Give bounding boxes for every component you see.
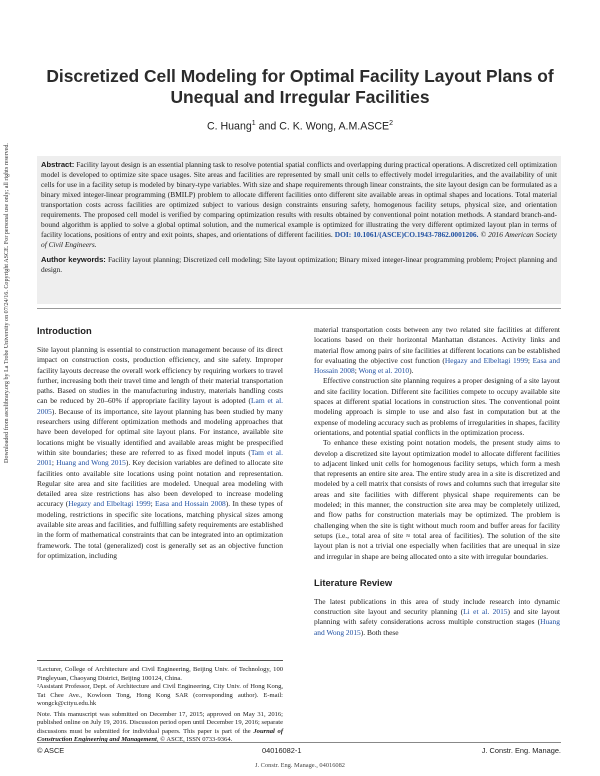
cite-hegazy-1999[interactable]: Hegazy and Elbeltagi 1999 <box>444 355 528 365</box>
page-bottom-citation: J. Constr. Eng. Manage., 04016082 <box>255 762 345 769</box>
abstract-box <box>37 156 561 304</box>
keywords-label: Author keywords: <box>41 255 106 265</box>
footer-article-number: 04016082-1 <box>262 746 302 755</box>
issn-text: , © ASCE, ISSN 0733-9364. <box>156 736 233 743</box>
intro-paragraph <box>37 345 283 561</box>
abstract-text: Facility layout design is an essential planning task to resolve potential spatial conflicts and overlapping during practical operations. A discretized cell optimization model is developed to optimize site space usages. Site areas and facilities are represented by small unit cells to effectively model irregularities, and the availability of unit cells for use in a facility setup is modeled by binary-type variables. With size and shape requirements through linear constraints, the site layout design can be formulated as a binary mixed integer-linear programming (BMILP) problem to allocate different facilities onto different site available areas in optimal shapes and locations. Total material transportation costs across facilities are optimized subject to various design constraints ensuring safety, homogenous facility setups, physical size, and orientation requirements. The proposed cell model is verified by comparing optimization results with results obtained by conventional point notation methods. A standard branch-and-bound algorithm is applied to solve a global optimal solution, and the numerical example is optimized for illustrating the very different optimized layout plan in terms of facility locations, positions of entry and exit points, shapes, and orientations of different facilities. <box>41 160 557 240</box>
footnotes <box>37 660 283 745</box>
submission-note <box>37 711 283 745</box>
cite-huang-wong-2015[interactable]: Huang and Wong 2015 <box>314 617 560 637</box>
literature-paragraph <box>314 597 560 638</box>
keywords-text: Facility layout planning; Discretized cell modeling; Site layout optimization; Binary mixed integer-linear programming problem; Project planning and design. <box>41 255 557 275</box>
footnote-1: ¹Lecturer, College of Architecture and Civil Engineering, Beijing Univ. of Technology, 100 Pingleyuan, Chaoyang District, Beijing 100124, China. <box>37 666 283 682</box>
cite-lam-2005[interactable]: Lam et al. 2005 <box>37 396 283 416</box>
cite-easa-2008[interactable]: Easa and Hossain 2008 <box>314 355 560 376</box>
footer-journal: J. Constr. Eng. Manage. <box>481 746 561 755</box>
abstract-label: Abstract: <box>41 160 75 169</box>
cite-huang-wong-2015[interactable]: Huang and Wong 2015 <box>56 458 126 468</box>
author-1-affil: 1 <box>251 120 256 127</box>
intro-text: Site layout planning is essential to construction management because of its direct impact on construction costs, production efficiency, and site safety. Improper facility layouts decrease the overall work efficiency by requiring workers to travel further, increasing both their travel time and length of their material transportation paths. Based on studies in the manufacturing industry, materials handling costs can be reduced by 20–60% if appropriate facility layout is adopted ( <box>37 345 283 406</box>
body-text: ). <box>409 366 414 376</box>
body-text: ) and site layout planning with safety considerations across multiple construction stages ( <box>314 607 560 627</box>
right-paragraph-2: Effective construction site planning requires a proper designing of a site layout and site facility location. Different site facilities compete to occupy available site spaces at different spatial locations in construction sites. The conventional point modeling approach is simple to use and also fast in computation but at the expense of modeling accuracy such as problems of irregularities in shapes, facility orientations, and potential spatial conflicts in the optimization process. <box>314 376 560 437</box>
footnote-2: ²Assistant Professor, Dept. of Architecture and Civil Engineering, City Univ. of Hong Kong, Tat Chee Ave., Kowloon Tong, Hong Kong SAR (corresponding author). E-mail: wongck@cityu.edu.hk <box>37 683 283 707</box>
author-line <box>40 120 560 133</box>
abstract-rule <box>37 308 561 309</box>
intro-text: ). In these types of modeling, restrictions in specific site locations, matching physical sizes among available site areas and facilities, and fulfilling safety requirements are established in the form of mathematical constraints that can be integrated into an optimization framework. The total (generalized) cost is generally set as an objective function for optimization, including <box>37 499 283 560</box>
body-text: material transportation costs between any two related site facilities at different locations based on their horizontal Manhattan distances. Activity links and material flow among pairs of site facilities at different locations can be established for evaluating the objective cost function ( <box>314 325 560 365</box>
left-column <box>37 325 283 561</box>
right-paragraph-1 <box>314 325 560 376</box>
cite-tam-2001[interactable]: Tam et al. 2001 <box>37 447 283 468</box>
intro-text: ). Key decision variables are defined to allocate site facilities onto available site locations using point notation and representation. Regular site area and site facilities are modeled. Unequal area modeling with detailed area size restrictions has also been developed to increase modeling accuracy ( <box>37 458 283 509</box>
doi-link[interactable]: DOI: 10.1061/(ASCE)CO.1943-7862.0001206. <box>332 230 479 240</box>
cite-easa-2008[interactable]: Easa and Hossain 2008 <box>155 499 226 509</box>
paper-title: Discretized Cell Modeling for Optimal Facility Layout Plans of Unequal and Irregular Facilities <box>46 66 554 107</box>
intro-text: ; <box>150 499 156 509</box>
author-1: C. Huang <box>206 120 252 133</box>
abstract-paragraph <box>41 160 557 250</box>
cite-li-2015[interactable]: Li et al. 2015 <box>463 607 508 617</box>
right-paragraph-3: To enhance these existing point notation models, the present study aims to develop a discretized site layout optimization model to allocate different facilities to adjacent linked unit cells for homogenous facility setups, which form a mesh that represents an entire site area. The entire study area in a site is discretized and modeled by a cell matrix that consists of rows and columns such that irregular site areas and site facilities with different physical shape requirements can be modeled; in this manner, the construction site area may be completely utilized, and flow paths for construction materials may be optimized. The problem is challenging when the site is tight without much room and buffer areas for facility setups (i.e., total area of site ≈ total area of facilities). The solution of the site layout plan is not a trivial one especially when facilities that are unequal in size and irregular in shape are being allocated onto a site with irregular boundaries. <box>314 438 560 561</box>
footer-rule <box>37 742 561 743</box>
journal-name: Journal of Construction Engineering and Management <box>37 727 283 743</box>
keywords <box>41 255 557 275</box>
body-text: ; <box>527 355 533 365</box>
intro-text: ; <box>51 458 57 468</box>
note-text: Note. This manuscript was submitted on December 17, 2015; approved on May 31, 2016; published online on July 19, 2016. Discussion period open until December 19, 2016; separate discussions must be submitted for individual papers. This paper is part of the <box>37 710 283 735</box>
author-2: and C. K. Wong, A.M.ASCE <box>255 120 390 133</box>
body-text: ; <box>354 366 359 376</box>
cite-wong-2010[interactable]: Wong et al. 2010 <box>358 366 410 376</box>
footer-copyright: © ASCE <box>37 746 65 755</box>
body-text: ). Both these <box>360 627 399 637</box>
body-text: The latest publications in this area of study include research into dynamic construction site layout and security planning ( <box>314 596 560 617</box>
literature-review-heading: Literature Review <box>314 576 393 588</box>
author-2-affil: 2 <box>389 120 394 127</box>
introduction-heading: Introduction <box>37 325 92 336</box>
cite-hegazy-1999[interactable]: Hegazy and Elbeltagi 1999 <box>68 499 151 509</box>
download-side-note: Downloaded from ascelibrary.org by La Trobe University on 07/24/16. Copyright ASCE. For personal use only; all rights reserved. <box>4 143 10 463</box>
intro-text: ). Because of its importance, site layout planning has been studied by many researchers using different optimization methods and modeling approaches that have been developed for optimal site layout plans. For instance, available site locations might be visually identified and available areas might be prespecified within site boundaries; these are referred to as fixed model inputs ( <box>37 406 283 457</box>
abstract-copyright: © 2016 American Society of Civil Engineers. <box>41 230 557 250</box>
right-column <box>314 325 560 638</box>
